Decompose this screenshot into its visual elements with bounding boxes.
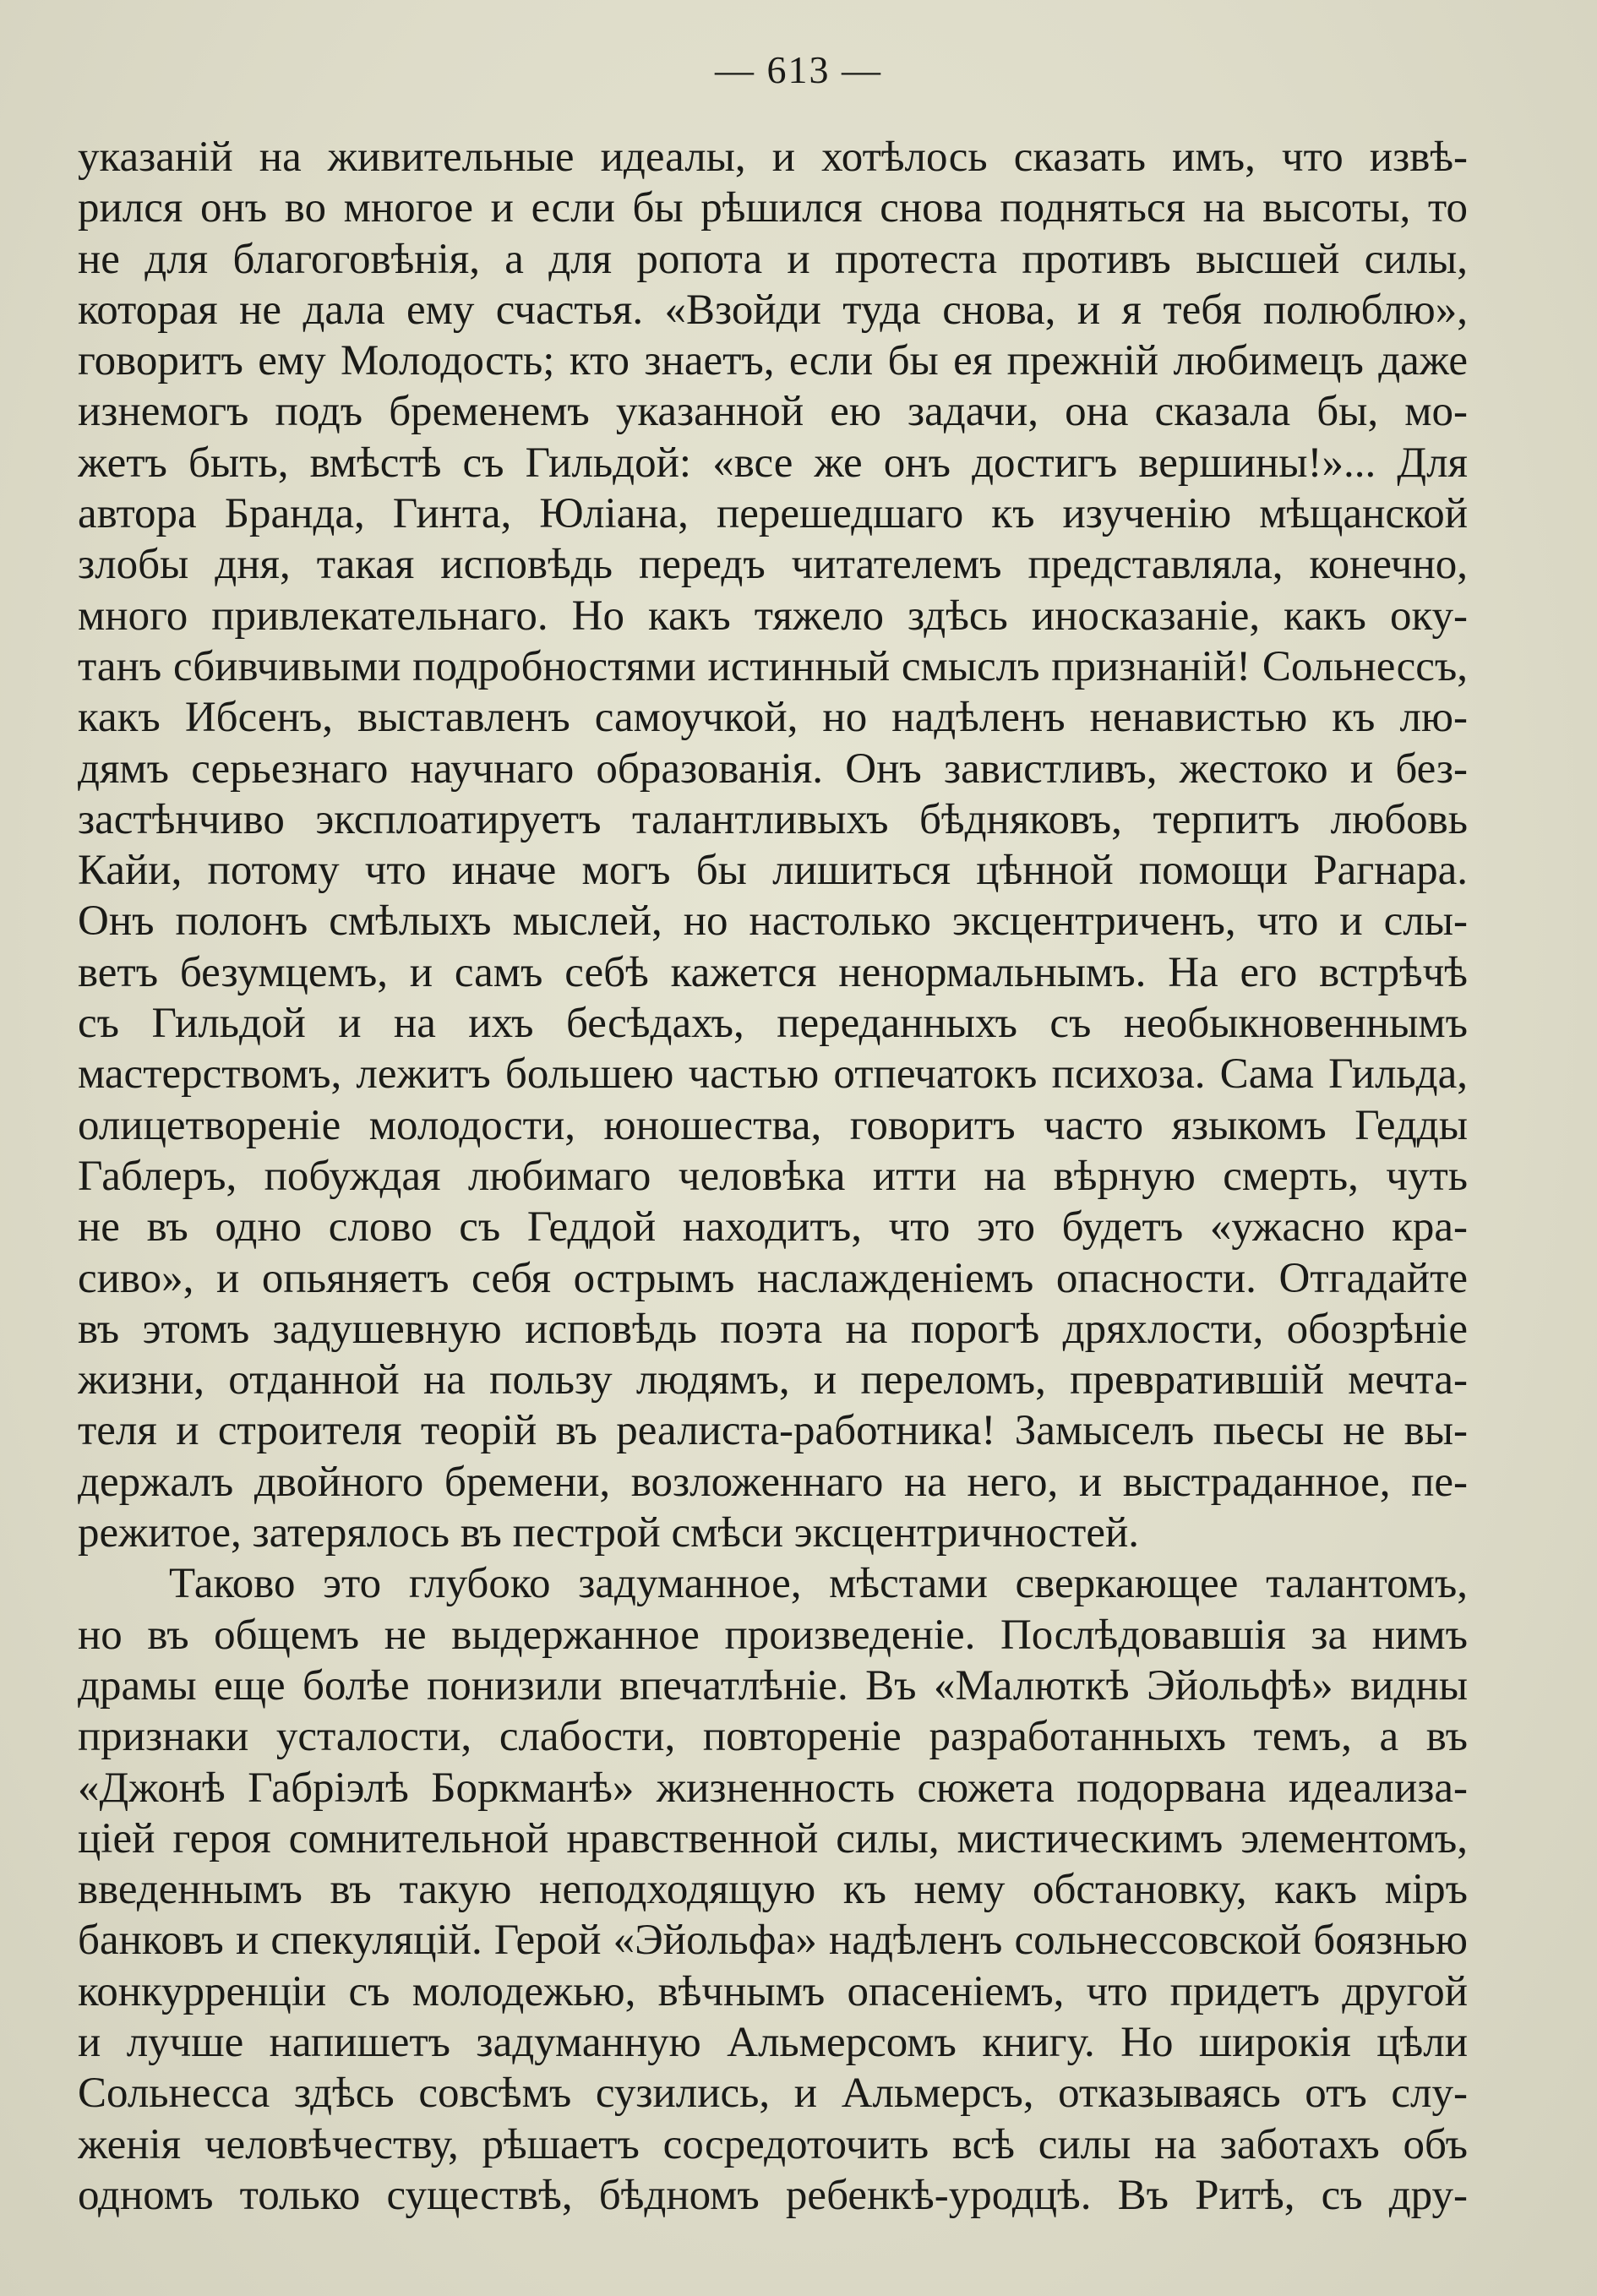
text-line: въ этомъ задушевную исповѣдь поэта на порогѣ дряхлости, обозрѣніе: [78, 1305, 1468, 1353]
paragraph-1: [78, 132, 1468, 1558]
text-line: ветъ безумцемъ, и самъ себѣ кажется ненормальнымъ. На его встрѣчѣ: [78, 948, 1468, 996]
text-line: одномъ только существѣ, бѣдномъ ребенкѣ-уродцѣ. Въ Ритѣ, съ дру-: [78, 2171, 1468, 2219]
text-line: рился онъ во многое и если бы рѣшился снова подняться на высоты, то: [78, 184, 1468, 232]
text-line: банковъ и спекуляцій. Герой «Эйольфа» надѣленъ сольнессовской боязнью: [78, 1917, 1468, 1965]
text-line: мастерствомъ, лежитъ большею частью отпечатокъ психоза. Сама Гильда,: [78, 1050, 1468, 1099]
text-line: женія человѣчеству, рѣшаетъ сосредоточить всѣ силы на заботахъ объ: [78, 2120, 1468, 2168]
page-number: — 613 —: [715, 48, 882, 91]
text-line: не въ одно слово съ Геддой находитъ, что это будетъ «ужасно кра-: [78, 1203, 1468, 1252]
text-line: не для благоговѣнія, а для ропота и протеста противъ высшей силы,: [78, 235, 1468, 283]
text-line: танъ сбивчивыми подробностями истинный смыслъ признаній! Сольнессъ,: [78, 642, 1468, 690]
text-line: Габлеръ, побуждая любимаго человѣка итти на вѣрную смерть, чуть: [78, 1152, 1468, 1200]
text-line: какъ Ибсенъ, выставленъ самоучкой, но надѣленъ ненавистью къ лю-: [78, 694, 1468, 742]
text-line: Сольнесса здѣсь совсѣмъ сузились, и Альмерсъ, отказываясь отъ слу-: [78, 2070, 1468, 2118]
text-line: злобы дня, такая исповѣдь передъ читателемъ представляла, конечно,: [78, 541, 1468, 589]
text-line: изнемогъ подъ бременемъ указанной ею задачи, она сказала бы, мо-: [78, 388, 1468, 436]
text-line: держалъ двойного бремени, возложеннаго на него, и выстраданное, пе-: [78, 1458, 1468, 1506]
text-line: олицетвореніе молодости, юношества, говоритъ часто языкомъ Гедды: [78, 1101, 1468, 1149]
text-line: говоритъ ему Молодость; кто знаетъ, если бы ея прежній любимецъ даже: [78, 337, 1468, 385]
text-line: ціей героя сомнительной нравственной силы, мистическимъ элементомъ,: [78, 1814, 1468, 1862]
text-line: драмы еще болѣе понизили впечатлѣніе. Въ «Малюткѣ Эйольфѣ» видны: [78, 1661, 1468, 1710]
text-line: Онъ полонъ смѣлыхъ мыслей, но настолько эксцентриченъ, что и слы-: [78, 897, 1468, 946]
text-line: которая не дала ему счастья. «Взойди туда снова, и я тебя полюблю»,: [78, 286, 1468, 334]
text-line: указаній на живительные идеалы, и хотѣлось сказать имъ, что извѣ-: [78, 134, 1468, 181]
text-line: много привлекательнаго. Но какъ тяжело здѣсь иносказаніе, какъ оку-: [78, 592, 1468, 640]
text-line: и лучше напишетъ задуманную Альмерсомъ книгу. Но широкія цѣли: [78, 2018, 1468, 2066]
text-line: «Джонѣ Габріэлѣ Боркманѣ» жизненность сюжета подорвана идеализа-: [78, 1764, 1468, 1812]
text-line: но въ общемъ не выдержанное произведеніе. Послѣдовавшія за нимъ: [78, 1611, 1468, 1659]
text-line: застѣнчиво эксплоатируетъ талантливыхъ бѣдняковъ, терпитъ любовь: [78, 795, 1468, 843]
text-line: признаки усталости, слабости, повтореніе разработанныхъ темъ, а въ: [78, 1713, 1468, 1761]
text-line: режитое, затерялось въ пестрой смѣси эксцентричностей.: [78, 1509, 1140, 1557]
text-line: введеннымъ въ такую неподходящую къ нему обстановку, какъ міръ: [78, 1866, 1468, 1914]
text-line: Кайи, потому что иначе могъ бы лишиться цѣнной помощи Рагнара.: [78, 847, 1468, 895]
text-line: жетъ быть, вмѣстѣ съ Гильдой: «все же онъ достигъ вершины!»... Для: [78, 439, 1468, 487]
paragraph-2: [78, 1558, 1468, 2221]
text-line: дямъ серьезнаго научнаго образованія. Онъ завистливъ, жестоко и без-: [78, 744, 1468, 793]
text-line: теля и строителя теорій въ реалиста-работника! Замыселъ пьесы не вы-: [78, 1407, 1468, 1455]
body-text: [78, 132, 1468, 2221]
text-line: жизни, отданной на пользу людямъ, и переломъ, превратившій мечта-: [78, 1356, 1468, 1404]
text-line: автора Бранда, Гинта, Юліана, перешедшаго къ изученію мѣщанской: [78, 490, 1468, 538]
text-line: конкурренціи съ молодежью, вѣчнымъ опасеніемъ, что придетъ другой: [78, 1967, 1468, 2015]
text-line: съ Гильдой и на ихъ бесѣдахъ, переданныхъ съ необыкновеннымъ: [78, 1000, 1468, 1048]
text-line: сиво», и опьяняетъ себя острымъ наслажденіемъ опасности. Отгадайте: [78, 1254, 1468, 1302]
text-line: Таково это глубоко задуманное, мѣстами сверкающее талантомъ,: [169, 1560, 1468, 1608]
